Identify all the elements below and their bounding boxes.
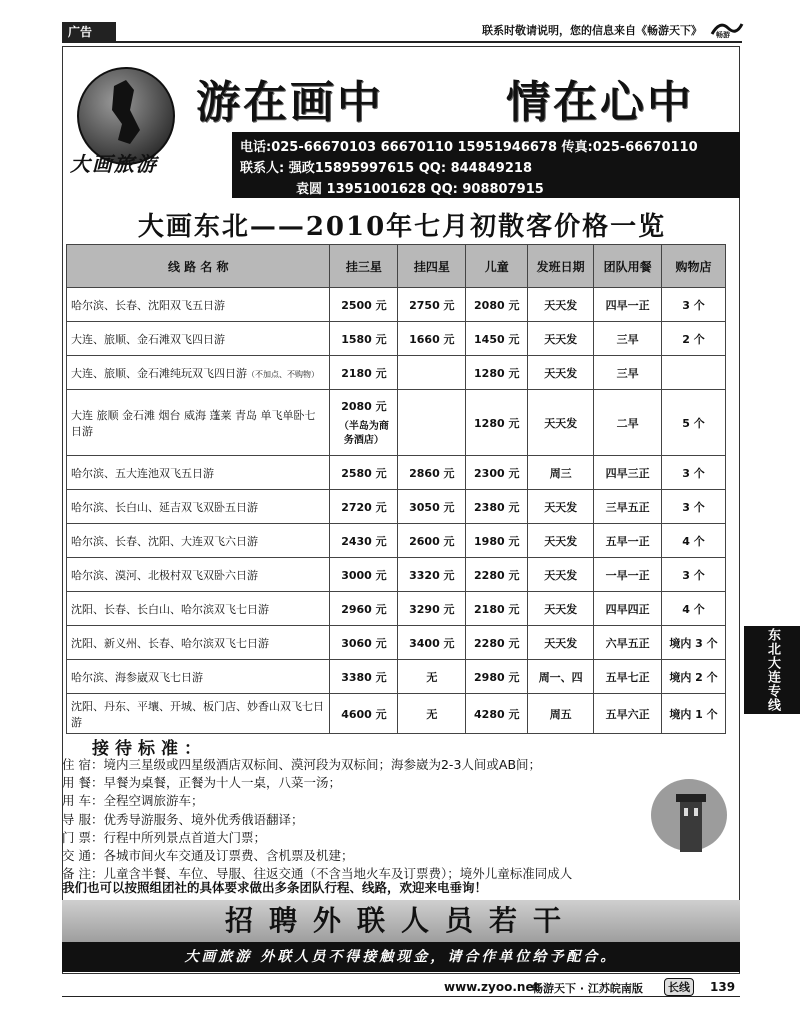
meals: 一早一正 [594,558,662,592]
route-cell [67,356,330,390]
three-star-value: 2720 元 [341,500,387,514]
header-three-star: 挂三星 [330,245,398,288]
route-cell [67,660,330,694]
route-cell [67,592,330,626]
three-star-value: 3380 元 [341,670,387,684]
four-star-price: 无 [398,660,466,694]
route-name: 哈尔滨、五大连池双飞五日游 [71,466,214,480]
source-note: 联系时敬请说明，您的信息来自《畅游天下》 [482,24,702,37]
child-price: 1280 元 [466,356,528,390]
child-price: 1980 元 [466,524,528,558]
reception-item: 备 注：儿童含半餐、车位、导服、往返交通（不含当地火车及订票费）；境外儿童标准同成人 [62,866,573,882]
table-row [67,660,726,694]
three-star-price [330,558,398,592]
reception-title: 接待标准： [92,739,207,759]
agency-logo-text: 大画旅游 [70,152,158,176]
table-row [67,322,726,356]
page-number: 139 [710,980,736,994]
three-star-value: 2580 元 [341,466,387,480]
price-table [66,244,726,734]
shops: 4 个 [662,524,726,558]
reception-item: 门 票：行程中所列景点首道大门票； [62,829,266,845]
shops: 3 个 [662,456,726,490]
route-cell [67,558,330,592]
table-row [67,558,726,592]
three-star-value: 3060 元 [341,636,387,650]
route-name: 哈尔滨、长春、沈阳、大连双飞六日游 [71,534,258,548]
three-star-price [330,660,398,694]
table-row [67,592,726,626]
child-price: 2180 元 [466,592,528,626]
meals: 四早一正 [594,288,662,322]
meals: 三早五正 [594,490,662,524]
departure-date: 周一、四 [528,660,594,694]
meals: 五早一正 [594,524,662,558]
departure-date: 天天发 [528,592,594,626]
table-row [67,490,726,524]
contact-person-2: 袁圆 13951001628 QQ: 908807915 [296,182,544,197]
child-price: 2300 元 [466,456,528,490]
header-child: 儿童 [466,245,528,288]
child-price: 1280 元 [466,390,528,456]
departure-date: 天天发 [528,524,594,558]
shops: 境内 3 个 [662,626,726,660]
shops [662,356,726,390]
three-star-value: 2500 元 [341,298,387,312]
meals: 六早五正 [594,626,662,660]
reception-list [62,756,742,883]
route-cell [67,288,330,322]
footer-rule [62,996,740,997]
side-tab-northeast-dalian: 东北大连专线 [744,626,800,714]
route-name: 哈尔滨、海参崴双飞七日游 [71,670,203,684]
route-name: 沈阳、新义州、长春、哈尔滨双飞七日游 [71,636,269,650]
child-price: 1450 元 [466,322,528,356]
slogan-left: 游在画中 [196,77,384,128]
header-meals: 团队用餐 [594,245,662,288]
meals: 四早四正 [594,592,662,626]
three-star-price [330,456,398,490]
meals: 三早 [594,356,662,390]
table-row [67,390,726,456]
three-star-price [330,288,398,322]
route-name: 哈尔滨、长春、沈阳双飞五日游 [71,298,225,312]
departure-date: 天天发 [528,356,594,390]
meals: 五早六正 [594,694,662,734]
route-name: 哈尔滨、长白山、延吉双飞双卧五日游 [71,500,258,514]
header-departure: 发班日期 [528,245,594,288]
four-star-price: 3400 元 [398,626,466,660]
price-heading: 大画东北——2010年七月初散客价格一览 [137,212,667,242]
departure-date: 天天发 [528,390,594,456]
slogan-right: 情在心中 [506,77,694,128]
meals: 二早 [594,390,662,456]
three-star-price [330,322,398,356]
header-route: 线 路 名 称 [67,245,330,288]
three-star-value: 1580 元 [341,332,387,346]
child-price: 2980 元 [466,660,528,694]
contact-person-1: 联系人: 强政15895997615 QQ: 844849218 [240,161,532,176]
four-star-price [398,356,466,390]
departure-date: 天天发 [528,490,594,524]
four-star-price: 2860 元 [398,456,466,490]
table-row [67,456,726,490]
reception-closing: 我们也可以按照组团社的具体要求做出多条团队行程、线路，欢迎来电垂询！ [62,880,488,895]
reception-item: 导 服：优秀导游服务、境外优秀俄语翻译； [62,811,304,827]
route-cell [67,390,330,456]
three-star-value: 4600 元 [341,707,387,721]
table-row [67,524,726,558]
footer-section-tag: 长线 [664,978,694,996]
ad-tag: 广告 [62,22,116,42]
child-price: 2380 元 [466,490,528,524]
table-row [67,694,726,734]
four-star-price: 3290 元 [398,592,466,626]
four-star-price: 2750 元 [398,288,466,322]
table-row [67,626,726,660]
three-star-price [330,592,398,626]
child-price: 4280 元 [466,694,528,734]
top-rule [62,41,742,43]
three-star-value: 2080 元 [341,399,387,413]
shops: 5 个 [662,390,726,456]
route-name: 大连、旅顺、金石滩纯玩双飞四日游 [71,366,247,380]
route-cell [67,456,330,490]
magazine-logo-label: 畅游 [716,31,730,39]
reception-item: 用 车：全程空调旅游车； [62,793,204,809]
route-name: 沈阳、丹东、平壤、开城、板门店、妙香山双飞七日游 [71,699,324,729]
route-name: 大连、旅顺、金石滩双飞四日游 [71,332,225,346]
departure-date: 天天发 [528,322,594,356]
shops: 4 个 [662,592,726,626]
route-name: 哈尔滨、漠河、北极村双飞双卧六日游 [71,568,258,582]
shops: 3 个 [662,558,726,592]
shops: 3 个 [662,288,726,322]
route-cell [67,322,330,356]
three-star-value: 3000 元 [341,568,387,582]
header-shops: 购物店 [662,245,726,288]
reception-item: 用 餐：早餐为桌餐，正餐为十人一桌，八菜一汤； [62,775,341,791]
three-star-price [330,490,398,524]
shops: 2 个 [662,322,726,356]
shops: 3 个 [662,490,726,524]
child-price: 2280 元 [466,626,528,660]
table-row [67,356,726,390]
four-star-price: 3050 元 [398,490,466,524]
footer-url[interactable]: www.zyoo.net [444,980,540,994]
three-star-value: 2180 元 [341,366,387,380]
reception-item: 交 通：各城市间火车交通及订票费、含机票及机建； [62,848,354,864]
four-star-price: 1660 元 [398,322,466,356]
four-star-price [398,390,466,456]
three-star-value: 2960 元 [341,602,387,616]
three-star-price [330,626,398,660]
header-four-star: 挂四星 [398,245,466,288]
route-name: 大连 旅顺 金石滩 烟台 威海 蓬莱 青岛 单飞单卧七日游 [71,408,316,438]
departure-date: 天天发 [528,558,594,592]
meals: 四早三正 [594,456,662,490]
shops: 境内 1 个 [662,694,726,734]
meals: 五早七正 [594,660,662,694]
route-name: 沈阳、长春、长白山、哈尔滨双飞七日游 [71,602,269,616]
child-price: 2280 元 [466,558,528,592]
three-star-price [330,356,398,390]
contact-box [232,132,740,198]
three-star-price [330,390,398,456]
table-row [67,288,726,322]
child-price: 2080 元 [466,288,528,322]
four-star-price: 无 [398,694,466,734]
four-star-price: 2600 元 [398,524,466,558]
route-cell [67,626,330,660]
contact-phone: 电话:025-66670103 66670110 15951946678 传真:025-66670110 [240,140,698,155]
shops: 境内 2 个 [662,660,726,694]
three-star-price [330,524,398,558]
departure-date: 周三 [528,456,594,490]
route-cell [67,524,330,558]
route-cell [67,694,330,734]
departure-date: 天天发 [528,626,594,660]
table-header-row [67,245,726,288]
tower-photo [650,778,728,852]
departure-date: 天天发 [528,288,594,322]
footer-publication: 畅游天下 · 江苏皖南版 [532,982,643,995]
route-cell [67,490,330,524]
route-note: （不加点、不购物） [247,369,319,379]
cash-notice-bar: 大画旅游 外联人员不得接触现金，请合作单位给予配合。 [62,942,740,972]
four-star-price: 3320 元 [398,558,466,592]
recruit-banner: 招聘外联人员若干 [62,900,740,942]
departure-date: 周五 [528,694,594,734]
three-star-price [330,694,398,734]
three-star-note: （半岛为商务酒店） [338,420,389,446]
three-star-value: 2430 元 [341,534,387,548]
meals: 三早 [594,322,662,356]
reception-item: 住 宿：境内三星级或四星级酒店双标间、漠河段为双标间；海参崴为2-3人间或AB间； [62,757,542,772]
magazine-logo [710,18,744,40]
